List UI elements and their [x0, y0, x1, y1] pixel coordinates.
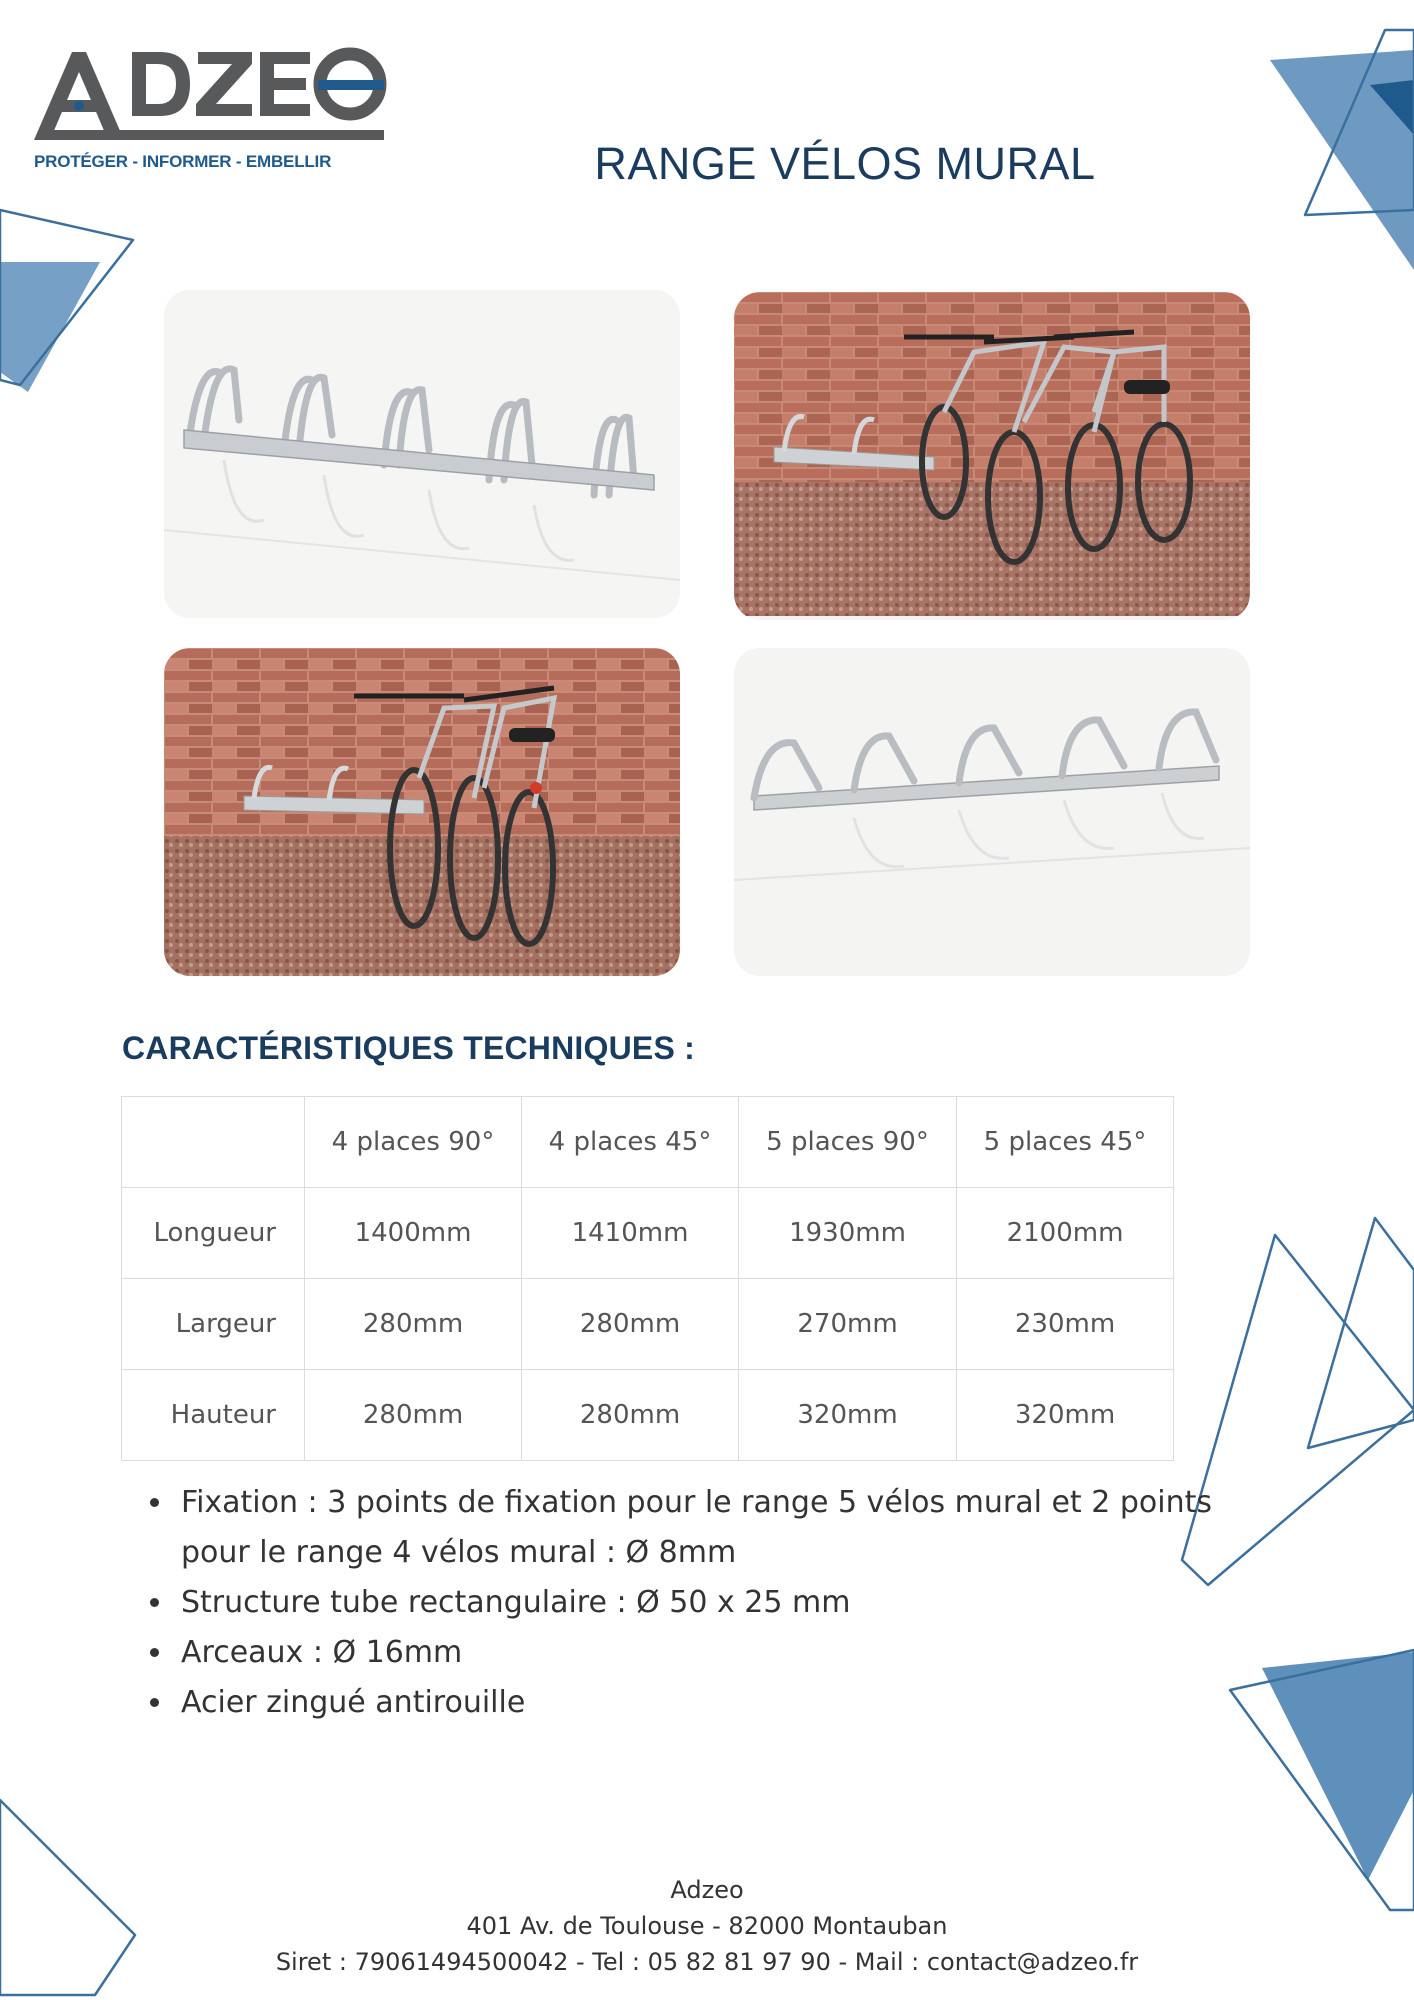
table-row: [122, 1279, 1174, 1370]
table-cell: 230mm: [957, 1279, 1174, 1370]
bicycles-on-rack-icon: [164, 648, 680, 976]
row-label: Hauteur: [122, 1370, 305, 1461]
bike-rack-icon: [164, 290, 680, 618]
table-header-row: [122, 1097, 1174, 1188]
specs-table: [121, 1096, 1174, 1461]
bicycles-on-rack-icon: [734, 292, 1250, 616]
table-header-cell: [122, 1097, 305, 1188]
specs-heading: CARACTÉRISTIQUES TECHNIQUES :: [122, 1030, 695, 1066]
table-header-cell: 5 places 45°: [957, 1097, 1174, 1188]
footer-contact: Siret : 79061494500042 - Tel : 05 82 81 97 90 - Mail : contact@adzeo.fr: [275, 1948, 1139, 1976]
footer-address: 401 Av. de Toulouse - 82000 Montauban: [466, 1912, 948, 1940]
table-cell: 280mm: [305, 1370, 522, 1461]
logo-tagline: PROTÉGER - INFORMER - EMBELLIR: [34, 152, 332, 171]
row-label: Longueur: [122, 1188, 305, 1279]
table-cell: 320mm: [957, 1370, 1174, 1461]
list-item: • Structure tube rectangulaire : Ø 50 x 25 mm: [175, 1578, 1215, 1628]
adzeo-logo-icon: [30, 40, 390, 150]
table-cell: 1400mm: [305, 1188, 522, 1279]
table-header-cell: 4 places 90°: [305, 1097, 522, 1188]
product-photo-rack-white-1: [164, 290, 680, 618]
table-cell: 1930mm: [739, 1188, 957, 1279]
table-cell: 280mm: [305, 1279, 522, 1370]
features-list: [140, 1478, 1215, 1728]
table-header-cell: 4 places 45°: [522, 1097, 739, 1188]
list-item: • Fixation : 3 points de fixation pour le range 5 vélos mural et 2 points pour le range 4 vélos mural : Ø 8mm: [175, 1478, 1215, 1578]
table-cell: 1410mm: [522, 1188, 739, 1279]
list-item: • Arceaux : Ø 16mm: [175, 1628, 1215, 1678]
product-photo-bicycles-2: [164, 648, 680, 976]
row-label: Largeur: [122, 1279, 305, 1370]
product-photo-rack-white-2: [734, 648, 1250, 976]
bike-rack-icon: [734, 648, 1250, 972]
list-item: • Acier zingué antirouille: [175, 1678, 1215, 1728]
product-photo-bicycles-1: [734, 292, 1250, 620]
table-cell: 280mm: [522, 1370, 739, 1461]
table-cell: 2100mm: [957, 1188, 1174, 1279]
table-cell: 320mm: [739, 1370, 957, 1461]
table-row: [122, 1188, 1174, 1279]
page-footer: [0, 1872, 1414, 1980]
footer-company: Adzeo: [670, 1876, 744, 1904]
table-cell: 270mm: [739, 1279, 957, 1370]
table-cell: 280mm: [522, 1279, 739, 1370]
page-title: RANGE VÉLOS MURAL: [594, 138, 1096, 189]
table-row: [122, 1370, 1174, 1461]
table-header-cell: 5 places 90°: [739, 1097, 957, 1188]
